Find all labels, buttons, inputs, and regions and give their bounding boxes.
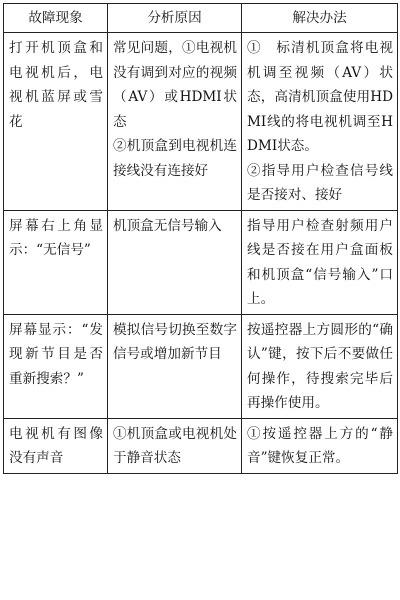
cause-text: 模拟信号切换至数字信号或增加新节目 xyxy=(113,321,237,362)
cause-text: 常见问题，①电视机没有调到对应的视频（AV）或HDMI状态 xyxy=(113,40,237,130)
table-header-row xyxy=(4,4,398,33)
symptom-cell xyxy=(4,210,108,314)
symptom-cell xyxy=(4,314,108,418)
solution-text: ① 标清机顶盒将电视机调至视频（AV）状态，高清机顶盒使用HDMI线的将电视机调至HDMI状态。 xyxy=(247,40,393,154)
solution-cell xyxy=(242,33,398,211)
table-row xyxy=(4,33,398,211)
cause-cell xyxy=(108,418,242,473)
cause-text: 机顶盒无信号输入 xyxy=(113,217,222,234)
solution-cell xyxy=(242,314,398,418)
cause-cell xyxy=(108,210,242,314)
cause-text: ①机顶盒或电视机处于静音状态 xyxy=(113,425,237,466)
symptom-text: 打开机顶盒和电视机后，电视机蓝屏或雪花 xyxy=(9,40,103,130)
solution-text: ①按遥控器上方的“静音”键恢复正常。 xyxy=(247,425,393,466)
header-solution: 解决办法 xyxy=(242,4,398,33)
solution-text: 指导用户检查射频用户线是否接在用户盒面板和机顶盒“信号输入”口上。 xyxy=(247,217,393,307)
header-symptom: 故障现象 xyxy=(4,4,108,33)
troubleshooting-table xyxy=(3,3,398,474)
table-row xyxy=(4,418,398,473)
symptom-text: 电视机有图像没有声音 xyxy=(9,425,103,466)
solution-cell xyxy=(242,210,398,314)
solution-cell xyxy=(242,418,398,473)
table-row xyxy=(4,210,398,314)
solution-text: ②指导用户检查信号线是否接对、接好 xyxy=(247,162,393,203)
cause-cell xyxy=(108,33,242,211)
table-row xyxy=(4,314,398,418)
symptom-cell xyxy=(4,418,108,473)
solution-text: 按遥控器上方圆形的“确认”键，按下后不要做任何操作，待搜索完毕后再操作使用。 xyxy=(247,321,393,411)
symptom-text: 屏幕右上角显示：“无信号” xyxy=(9,217,103,258)
cause-text: ②机顶盒到电视机连接线没有连接好 xyxy=(113,138,237,179)
symptom-text: 屏幕显示：“发现新节目是否重新搜索？” xyxy=(9,321,103,387)
header-cause: 分析原因 xyxy=(108,4,242,33)
symptom-cell xyxy=(4,33,108,211)
cause-cell xyxy=(108,314,242,418)
